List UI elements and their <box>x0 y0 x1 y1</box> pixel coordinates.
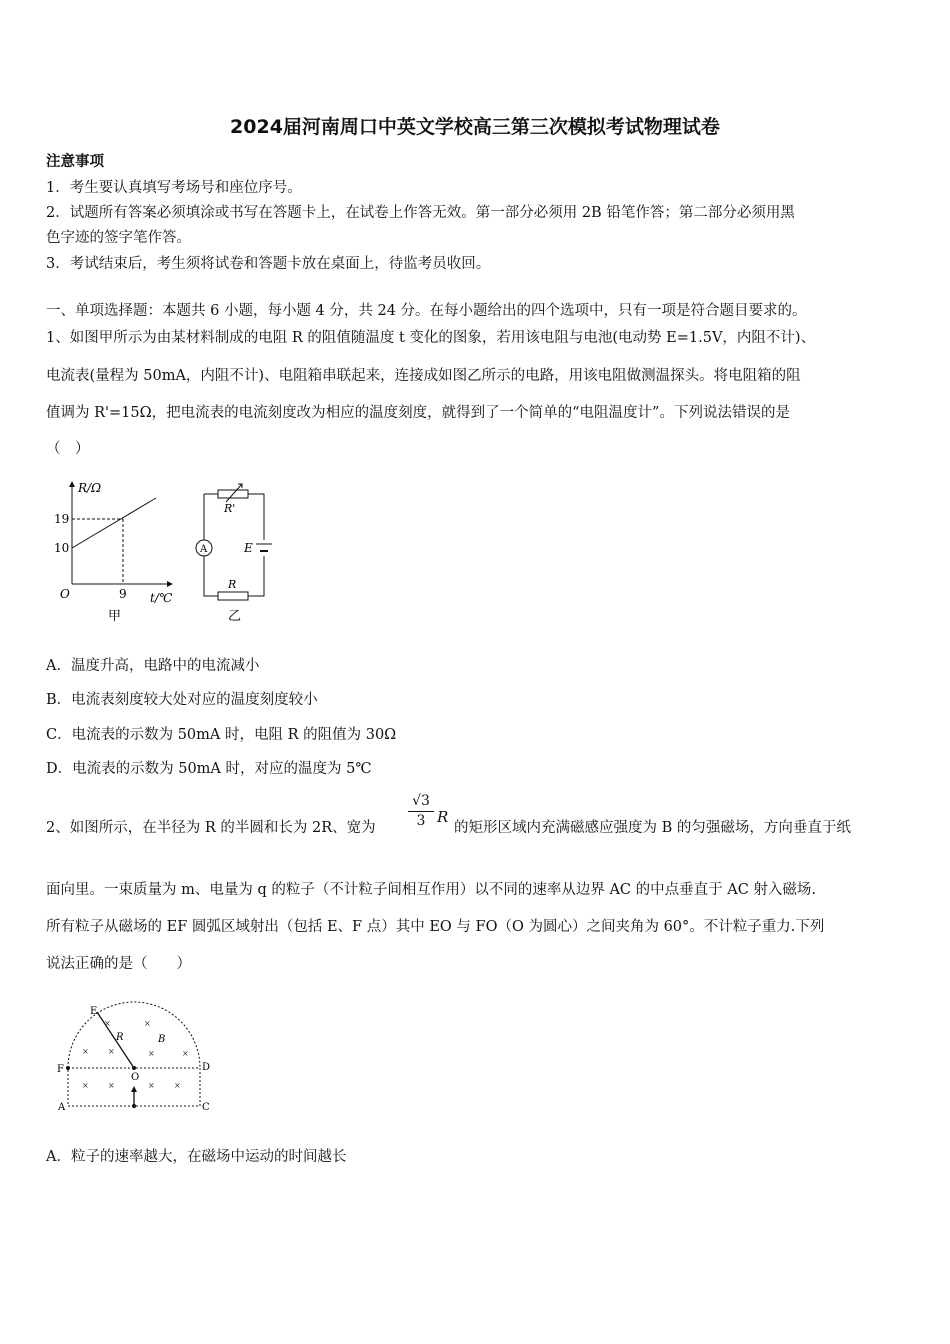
notice-item: 2．试题所有答案必须填涂或书写在答题卡上，在试卷上作答无效。第一部分必须用 2B 铅笔作答；第二部分必须用黑 <box>46 205 795 221</box>
cross-mark: × <box>148 1049 155 1058</box>
circuit-caption: 乙 <box>228 609 242 624</box>
q1-option-a: A．温度升高，电路中的电流减小 <box>46 658 260 674</box>
cross-mark: × <box>104 1019 111 1028</box>
cross-mark: × <box>82 1047 89 1056</box>
point-c: C <box>202 1102 210 1113</box>
q1-option-d: D．电流表的示数为 50mA 时，对应的温度为 5℃ <box>46 761 372 777</box>
fraction-numerator: √3 <box>408 793 434 812</box>
q1-graph-figure <box>46 476 186 626</box>
point-o: O <box>131 1072 140 1083</box>
q2-stem-line: 所有粒子从磁场的 EF 圆弧区域射出（包括 E、F 点）其中 EO 与 FO（O 为圆心）之间夹角为 60°。不计粒子重力.下列 <box>46 919 825 935</box>
cross-mark: × <box>108 1047 115 1056</box>
emf-label: E <box>244 541 253 555</box>
origin-label: O <box>60 587 70 601</box>
cross-mark: × <box>82 1081 89 1090</box>
q1-stem-line: （ ） <box>46 441 90 457</box>
q1-option-c: C．电流表的示数为 50mA 时，电阻 R 的阻值为 30Ω <box>46 727 397 743</box>
tick-19: 19 <box>54 512 70 526</box>
tick-10: 10 <box>54 541 70 555</box>
resistor-r <box>218 592 248 600</box>
page-title: 2024届河南周口中英文学校高三第三次模拟考试物理试卷 <box>230 116 720 138</box>
resistor-label: R <box>228 578 237 591</box>
fraction-denominator: 3 <box>416 813 426 829</box>
q2-fraction <box>408 793 434 829</box>
q2-stem-line-start: 2、如图所示，在半径为 R 的半圆和长为 2R、宽为 <box>46 820 376 836</box>
q2-field-figure <box>52 1000 222 1120</box>
notice-item: 1．考生要认真填写考场号和座位序号。 <box>46 180 302 196</box>
ammeter-label: A <box>200 544 208 555</box>
point-e: E <box>90 1006 98 1017</box>
q1-circuit-figure <box>186 478 286 628</box>
q2-stem-line: 说法正确的是（ ） <box>46 956 191 972</box>
point-d: D <box>202 1062 211 1073</box>
fraction-r: R <box>437 808 449 826</box>
point-a: A <box>58 1102 66 1113</box>
q1-option-b: B．电流表刻度较大处对应的温度刻度较小 <box>46 692 318 708</box>
rbox-label: R' <box>224 502 236 515</box>
y-axis-label: R/Ω <box>78 481 102 495</box>
label-r: R <box>116 1032 124 1043</box>
cross-mark: × <box>174 1081 181 1090</box>
notice-item: 色字迹的签字笔作答。 <box>46 230 191 246</box>
tick-9: 9 <box>119 587 127 601</box>
cross-mark: × <box>182 1049 189 1058</box>
notice-item: 3．考试结束后，考生须将试卷和答题卡放在桌面上，待监考员收回。 <box>46 256 491 272</box>
notice-heading: 注意事项 <box>46 153 104 170</box>
cross-mark: × <box>108 1081 115 1090</box>
q1-stem-line: 电流表(量程为 50mA，内阻不计)、电阻箱串联起来，连接成如图乙所示的电路，用该电阻做测温探头。将电阻箱的阻 <box>46 368 801 384</box>
section-heading: 一、单项选择题：本题共 6 小题，每小题 4 分，共 24 分。在每小题给出的四个选项中，只有一项是符合题目要求的。 <box>46 303 807 319</box>
point-f: F <box>57 1064 64 1075</box>
cross-mark: × <box>144 1019 151 1028</box>
q1-stem-line: 值调为 R'=15Ω，把电流表的电流刻度改为相应的温度刻度，就得到了一个简单的“电阻温度计”。下列说法错误的是 <box>46 405 790 421</box>
q2-stem-line: 面向里。一束质量为 m、电量为 q 的粒子（不计粒子间相互作用）以不同的速率从边界 AC 的中点垂直于 AC 射入磁场. <box>46 882 817 898</box>
graph-caption: 甲 <box>108 609 122 624</box>
q2-stem-line-end: 的矩形区域内充满磁感应强度为 B 的匀强磁场，方向垂直于纸 <box>454 820 851 836</box>
semicircle-boundary <box>68 1002 200 1068</box>
q1-stem-line: 1、如图甲所示为由某材料制成的电阻 R 的阻值随温度 t 变化的图象，若用该电阻与电池(电动势 E=1.5V，内阻不计)、 <box>46 330 816 346</box>
label-b: B <box>158 1034 166 1045</box>
x-axis-label: t/℃ <box>150 591 173 605</box>
cross-mark: × <box>148 1081 155 1090</box>
r-t-line <box>72 498 156 548</box>
q2-option-a: A．粒子的速率越大，在磁场中运动的时间越长 <box>46 1149 347 1165</box>
